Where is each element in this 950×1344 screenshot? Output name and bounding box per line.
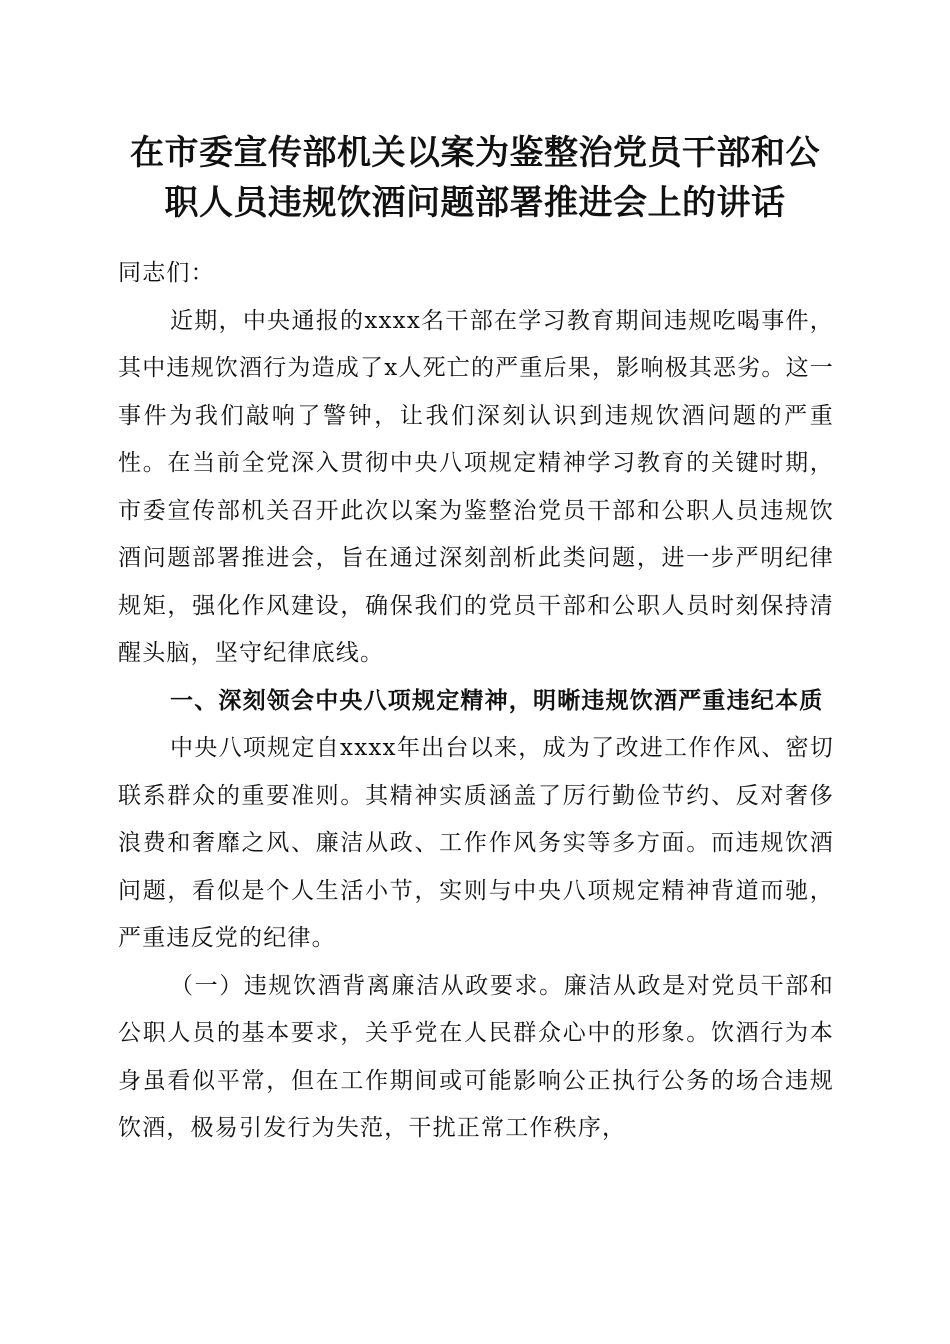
paragraph-eight-rules: 中央八项规定自xxxx年出台以来，成为了改进工作作风、密切联系群众的重要准则。其精神实质涵盖了厉行勤俭节约、反对奢侈浪费和奢靡之风、廉洁从政、工作作风务实等多方面。而违规饮酒问题，看似是个人生活小节，实则与中央八项规定精神背道而驰，严重违反党的纪律。: [118, 735, 834, 951]
title-line-2: 职人员违规饮酒问题部署推进会上的讲话: [164, 183, 786, 223]
title-line-1: 在市委宣传部机关以案为鉴整治党员干部和公: [130, 133, 820, 173]
paragraph-subsection-1: [118, 963, 834, 1153]
subsection-heading-1: （一）违规饮酒背离廉洁从政要求。: [170, 972, 564, 999]
salutation: 同志们：: [118, 260, 215, 286]
subsection-1-text: 廉洁从政是对党员干部和公职人员的基本要求，关乎党在人民群众心中的形象。饮酒行为本身虽看似平常，但在工作期间或可能影响公正执行公务的场合违规饮酒，极易引发行为失范，干扰正常工作秩序，: [118, 972, 835, 1141]
document-title: [95, 128, 855, 228]
section-heading-1: 一、深刻领会中央八项规定精神，明晰违规饮酒严重违纪本质: [170, 687, 824, 714]
document-body: [118, 250, 834, 1153]
paragraph-intro: 近期，中央通报的xxxx名干部在学习教育期间违规吃喝事件，其中违规饮酒行为造成了x人死亡的严重后果，影响极其恶劣。这一事件为我们敲响了警钟，让我们深刻认识到违规饮酒问题的严重性。在当前全党深入贯彻中央八项规定精神学习教育的关键时期，市委宣传部机关召开此次以案为鉴整治党员干部和公职人员违规饮酒问题部署推进会，旨在通过深刻剖析此类问题，进一步严明纪律规矩，强化作风建设，确保我们的党员干部和公职人员时刻保持清醒头脑，坚守纪律底线。: [118, 307, 834, 666]
